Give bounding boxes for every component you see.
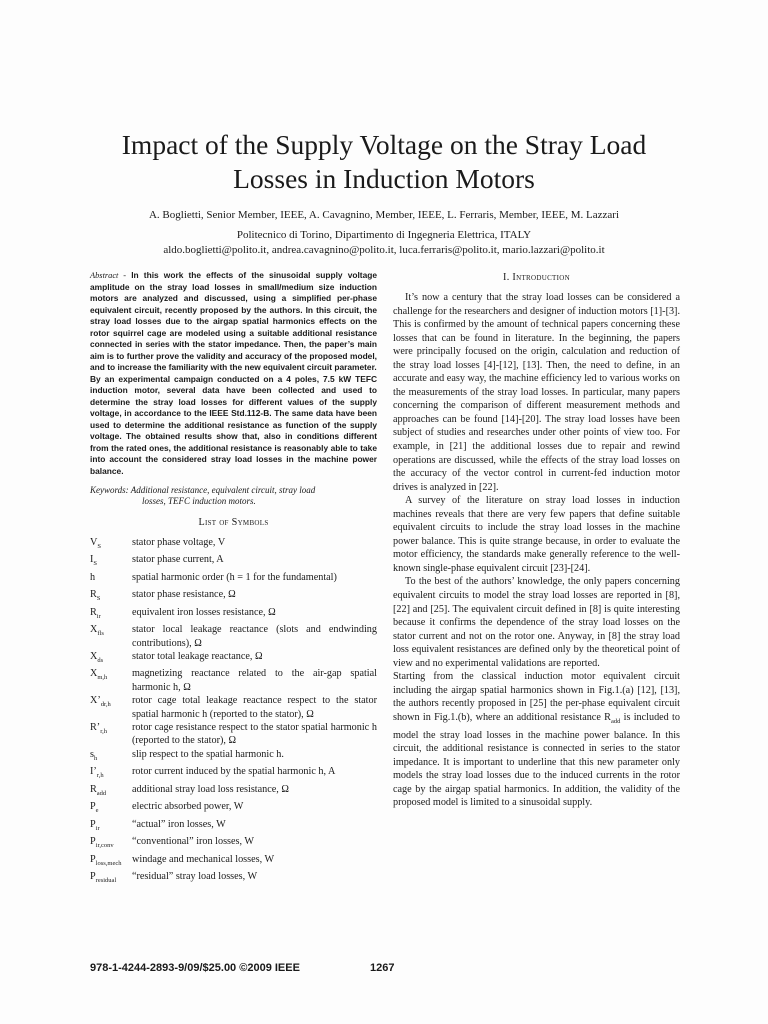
symbol-name: $P_{ir,conv}$ — [90, 836, 114, 850]
paper-title — [0, 128, 768, 196]
emails: aldo.boglietti@polito.it, andrea.cavagnino@polito.it, luca.ferraris@polito.it, mario.lazzari@polito.it — [163, 244, 605, 256]
intro-p4: Starting from the classical induction motor equivalent circuit including the airgap spatial harmonics shown in Fig.1.(a) [12], [13], the authors recently proposed in [25] the per-phase equivalent circuit shown in Fig.1.(b), where an additional resistance $R_{add}$ is included to model the stray load losses in the machine power balance. In this circuit, the additional resistance is connected in series to the stator impedance. It is important to underline that this new parameter only models the stray load losses due to the induced currents in the rotor cage by the airgap spatial harmonics. In addition, the validity of the proposed model is limited to a sinusoidal supply. — [393, 671, 680, 809]
symbol-row — [90, 571, 377, 588]
symbol-description: “residual” stray load losses, W — [132, 870, 258, 882]
symbol-name: $X_{m,h}$ — [90, 668, 108, 682]
intro-p1: It’s now a century that the stray load losses can be considered a challenge for the researchers and designer of induction motors [1]-[3]. This is confirmed by the amount of technical papers concerning these losses that can be found in literature. In the beginning, the papers were principally focused on the origin, calculation and reduction of the stray load losses [4]-[12], [13]. Then, the need to define, in an accurate and easy way, the machine efficiency led to various works on the measurements of the stray load losses. In particular, many papers concerning the comparison of different measurement methods and approaches can be found [14]-[20]. The stray load losses have been subject of studies and researches under other points of view too. For example, in [21] the additional losses due to repair and rewind operations are discussed, while the effects of the stray load losses on the accuracy of the vector control in current-fed induction motor drives is analyzed in [22]. — [393, 292, 680, 493]
symbol-row — [90, 835, 377, 852]
title-line-2: Losses in Induction Motors — [233, 163, 535, 194]
abstract-p2: By an experimental campaign conducted on a 4 poles, 7.5 kW TEFC induction motor, several data have been collected and used to determine the stray load losses for different values of the supply voltage, in accordance to the IEEE Std.112-B. The same data have been used to determine the additional resistance as function of the supply voltage. The obtained results show that, also in conditions different from the rated ones, the additional resistance is reasonably able to take into account the considered stray load losses in the machine power balance. — [90, 373, 377, 476]
symbol-description: equivalent iron losses resistance, Ω — [132, 606, 276, 618]
intro-p2: A survey of the literature on stray load losses in induction machines reveals that there are very few papers that define suitable equivalent circuits to include the stray load losses in the machine power balance. This is quite strange because, in order to evaluate the motor efficiency, the standards make generally reference to the well-known single-phase equivalent circuit [23]-[24]. — [393, 495, 680, 574]
symbol-name: $R’_{r,h}$ — [90, 722, 107, 736]
symbol-description: rotor cage total leakage reactance respect to the stator spatial harmonic h (reported to the stator), Ω — [132, 695, 377, 720]
symbol-name: $P_{ir}$ — [90, 818, 100, 832]
symbols-heading: List of Symbols — [198, 517, 269, 528]
symbol-row — [90, 765, 377, 782]
symbol-name: $X_{fls}$ — [90, 624, 104, 638]
abstract-lead: Abstract - — [90, 271, 127, 280]
symbol-row — [90, 853, 377, 870]
symbol-name: $P_e$ — [90, 801, 99, 815]
intro-p3: To the best of the authors’ knowledge, the only papers concerning equivalent circuits to model the stray load losses are reported in [8], [22] and [25]. The equivalent circuit defined in [8] is quite interesting because it confirms the dependence of the stray load losses on the stator current and not on the rotor one. Anyway, in [8] the stray load loss equivalent resistances are defined only by the theoretical point of view and no experimental validations are reported. — [393, 576, 680, 669]
symbol-description: “conventional” iron losses, W — [132, 836, 255, 848]
affiliation: Politecnico di Torino, Dipartimento di Ingegneria Elettrica, ITALY — [236, 229, 532, 241]
symbol-name: $P_{residual}$ — [90, 870, 117, 884]
symbol-row — [90, 721, 377, 748]
symbol-row — [90, 553, 377, 570]
symbols-list — [90, 536, 377, 887]
symbol-description: rotor current induced by the spatial harmonic h, A — [132, 766, 336, 778]
symbol-row — [90, 748, 377, 765]
title-line-1: Impact of the Supply Voltage on the Stray Load — [121, 129, 647, 160]
intro-body — [393, 291, 680, 810]
intro-heading: I. Introduction — [503, 272, 570, 283]
symbol-row — [90, 606, 377, 623]
abstract — [90, 270, 377, 477]
symbol-row — [90, 818, 377, 835]
symbol-name: $V_S$ — [90, 537, 101, 551]
symbol-name: $X’_{dr,h}$ — [90, 695, 111, 709]
page-number: 1267 — [370, 962, 395, 974]
symbol-description: rotor cage resistance respect to the stator spatial harmonic h (reported to the stator), Ω — [132, 722, 377, 747]
symbol-row — [90, 623, 377, 650]
symbol-row — [90, 870, 377, 887]
symbol-name: $s_h$ — [90, 748, 98, 762]
footer-isbn: 978-1-4244-2893-9/09/$25.00 ©2009 IEEE — [90, 962, 300, 974]
symbol-description: magnetizing reactance related to the air-gap spatial harmonic h, Ω — [132, 668, 377, 693]
symbol-description: electric absorbed power, W — [132, 801, 244, 813]
symbol-name: $R_{add}$ — [90, 783, 107, 797]
symbol-name: $R_{ir}$ — [90, 606, 101, 620]
symbol-name: $I_S$ — [90, 554, 98, 568]
left-column — [90, 270, 377, 887]
symbol-name: $I’_{r,h}$ — [90, 766, 104, 780]
symbol-description: stator phase resistance, Ω — [132, 589, 236, 601]
keywords — [90, 485, 377, 507]
affiliation-block — [0, 228, 768, 258]
keywords-line-1: Keywords: Additional resistance, equivalent circuit, stray load — [90, 485, 316, 495]
symbol-description: spatial harmonic order (h = 1 for the fundamental) — [132, 571, 337, 583]
symbol-row — [90, 783, 377, 800]
symbol-row — [90, 588, 377, 605]
symbol-description: windage and mechanical losses, W — [132, 853, 275, 865]
symbol-description: stator phase current, A — [132, 554, 224, 566]
symbol-row — [90, 650, 377, 667]
symbol-description: stator total leakage reactance, Ω — [132, 651, 263, 662]
symbol-row — [90, 667, 377, 694]
symbol-row — [90, 800, 377, 817]
symbol-description: stator local leakage reactance (slots and endwinding contributions), Ω — [132, 624, 377, 649]
author-list: A. Boglietti, Senior Member, IEEE, A. Cavagnino, Member, IEEE, L. Ferraris, Member, IEEE, M. Lazzari — [148, 209, 620, 221]
right-column — [393, 270, 680, 810]
symbol-row — [90, 694, 377, 721]
keywords-line-2: losses, TEFC induction motors. — [142, 496, 256, 506]
symbol-description: “actual” iron losses, W — [132, 818, 226, 830]
symbol-row — [90, 536, 377, 553]
symbol-description: additional stray load loss resistance, Ω — [132, 783, 289, 795]
symbol-name: $R_S$ — [90, 589, 101, 603]
symbol-name: h — [90, 571, 96, 583]
symbol-name: $X_{ds}$ — [90, 651, 104, 665]
abstract-p1: In this work the effects of the sinusoidal supply voltage amplitude on the stray load losses in small/medium size induction motors are analyzed and discussed, using a simplified per-phase equivalent circuit, recently proposed by the authors. In this circuit, the stray load losses due to the airgap spatial harmonics effects on the rotor squirrel cage are modeled using a suitable additional resistance connected in series with the stator impedance. Then, the paper’s main aim is to further prove the validity and accuracy of the proposed model, and to increase the familiarity with the new equivalent circuit parameter. — [90, 270, 378, 372]
symbol-description: stator phase voltage, V — [132, 537, 226, 548]
symbol-name: $P_{loss,mech}$ — [90, 853, 122, 867]
symbol-description: slip respect to the spatial harmonic h. — [132, 748, 284, 760]
